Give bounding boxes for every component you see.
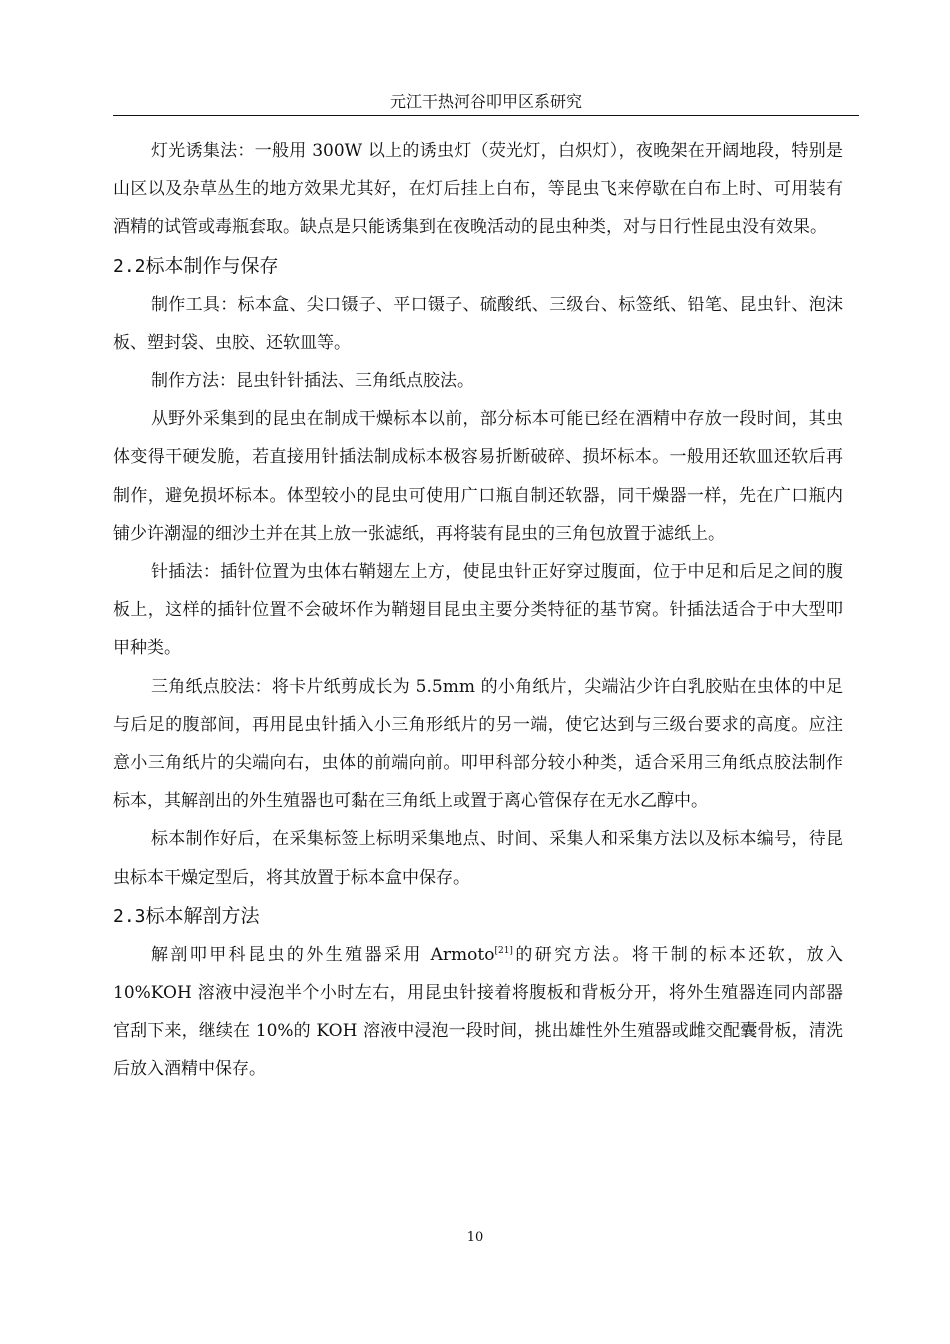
paragraph-pinning: 针插法：插针位置为虫体右鞘翅左上方，使昆虫针正好穿过腹面，位于中足和后足之间的腹板上，这样的插针位置不会破坏作为鞘翅目昆虫主要分类特征的基节窝。针插法适合于中大型叩甲种类。 <box>113 562 843 659</box>
paragraph-tools: 制作工具：标本盒、尖口镊子、平口镊子、硫酸纸、三级台、标签纸、铅笔、昆虫针、泡沫板、塑封袋、虫胶、还软皿等。 <box>113 294 843 353</box>
page-number: 10 <box>466 1230 484 1245</box>
paragraph-light-trap: 灯光诱集法：一般用 300W 以上的诱虫灯（荧光灯，白炽灯），夜晚架在开阔地段，特别是山区以及杂草丛生的地方效果尤其好，在灯后挂上白布，等昆虫飞来停歇在白布上时、可用装有酒精的试管或毒瓶套取。缺点是只能诱集到在夜晚活动的昆虫种类，对与日行性昆虫没有效果。 <box>113 141 843 238</box>
section-heading-2-3 <box>113 897 843 936</box>
header-rule <box>113 115 859 116</box>
section-heading-2-2 <box>113 247 843 286</box>
paragraph-methods: 制作方法：昆虫针针插法、三角纸点胶法。 <box>151 371 474 392</box>
section-title: 标本解剖方法 <box>145 904 260 927</box>
section-number: 2.3 <box>113 905 146 927</box>
paragraph-labeling: 标本制作好后，在采集标签上标明采集地点、时间、采集人和采集方法以及标本编号，待昆虫标本干燥定型后，将其放置于标本盒中保存。 <box>113 829 843 888</box>
paragraph-text: 解剖叩甲科昆虫的外生殖器采用 Armoto <box>151 944 495 965</box>
paragraph-text: 的研究方法。将干制的标本还软，放入 10%KOH 溶液中浸泡半个小时左右，用昆虫针接着将腹板和背板分开，将外生殖器连同内部器官刮下来，继续在 10%的 KOH 溶液中浸泡一段时间，挑出雄性外生殖器或雌交配囊骨板，清洗后放入酒精中保存。 <box>113 944 844 1080</box>
section-number: 2.2 <box>113 255 146 277</box>
page-content <box>113 132 843 1089</box>
citation-marker[interactable]: [21] <box>494 945 513 956</box>
paragraph-softening: 从野外采集到的昆虫在制成干燥标本以前，部分标本可能已经在酒精中存放一段时间，其虫体变得干硬发脆，若直接用针插法制成标本极容易折断破碎、损坏标本。一般用还软皿还软后再制作，避免损坏标本。体型较小的昆虫可使用广口瓶自制还软器，同干燥器一样，先在广口瓶内铺少许潮湿的细沙土并在其上放一张滤纸，再将装有昆虫的三角包放置于滤纸上。 <box>113 409 843 544</box>
paragraph-pointing: 三角纸点胶法：将卡片纸剪成长为 5.5mm 的小角纸片，尖端沾少许白乳胶贴在虫体的中足与后足的腹部间，再用昆虫针插入小三角形纸片的另一端，使它达到与三级台要求的高度。应注意小三角纸片的尖端向右，虫体的前端向前。叩甲科部分较小种类，适合采用三角纸点胶法制作标本，其解剖出的外生殖器也可黏在三角纸上或置于离心管保存在无水乙醇中。 <box>113 676 843 812</box>
running-header: 元江干热河谷叩甲区系研究 <box>389 92 582 111</box>
section-title: 标本制作与保存 <box>145 254 279 277</box>
paragraph-dissection <box>113 936 843 1089</box>
